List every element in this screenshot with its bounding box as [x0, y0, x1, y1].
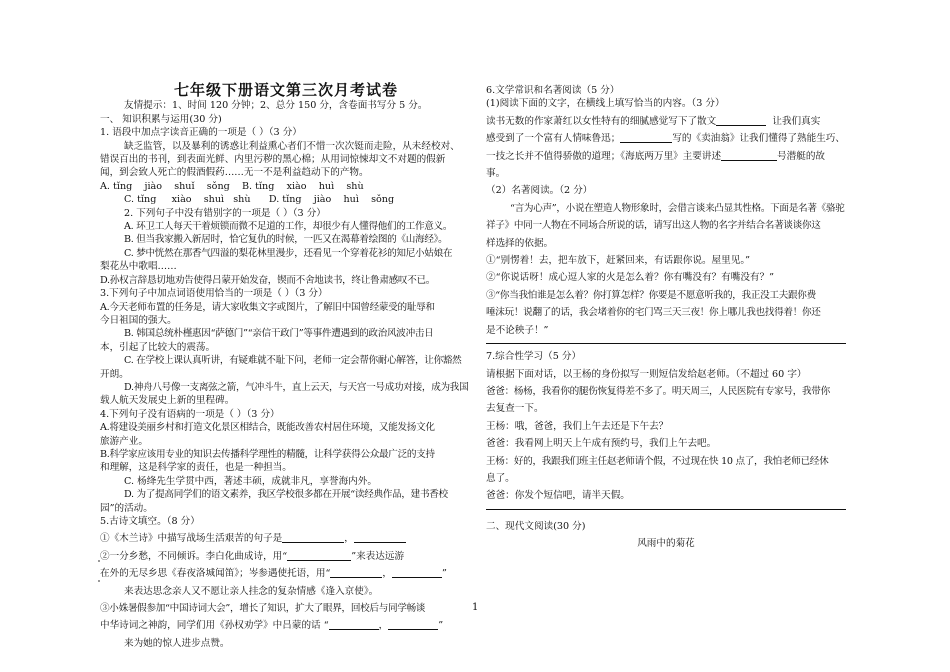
question-stem: 7.综合性学习（5 分） [486, 351, 582, 363]
sub-question: （2）名著阅读。（2 分） [486, 185, 593, 197]
dialogue-line: 爸爸：你发个短信吧，请半天假。 [486, 490, 630, 502]
section-heading: 一、 知识积累与运用(30 分) [100, 113, 222, 125]
poem-fill-line: ③小姝暑假参加“中国诗词大会”，增长了知识，扩大了眼界，回校后与同学畅谈 [100, 603, 426, 615]
question-stem: 4.下列句子没有语病的一项是（ ）（3 分） [100, 408, 280, 420]
left-column [100, 81, 472, 650]
dialogue-line: 爸爸：杨杨，我看你的腿伤恢复得差不多了。明天周三，人民医院有专家号，我带你 [486, 385, 830, 397]
quote-line: 唾沫玩！说翻了的话，我会堵着你的宅门骂三天三夜！你上哪儿我也找得着！你还 [486, 307, 821, 319]
option-b: B. 韩国总统朴槿惠因“萨德门”“亲信干政门”等事件遭遇到的政治风波冲击日 [124, 328, 434, 340]
option-a: A.将建设美丽乡村和打造文化景区相结合，既能改善农村居住环境，又能发扬文化 [100, 422, 435, 434]
question-stem: 2. 下列句子中没有错别字的一项是（ ）（3 分） [124, 207, 326, 219]
passage-line: 闻，到会致人死亡的假酒假药……无一不是利益趋动下的产物。 [100, 167, 369, 179]
question-stem: 5.古诗文填空。（8 分） [100, 516, 200, 527]
answer-blank[interactable] [388, 619, 438, 630]
paragraph-line: 样选择的依据。 [486, 237, 554, 249]
answer-line[interactable] [486, 509, 846, 510]
option-row: A. tǐng jiào shuǐ sǒng B. tǐng xiào huì shù [100, 180, 364, 192]
quote-line: ③“你当我怕谁是怎么着？你打算怎样？你要是不愿意听我的，我正没工夫跟你费 [486, 289, 816, 301]
fill-line: 感受到了一个富有人情味鲁迅； 写的《卖油翁》让我们懂得了熟能生巧、 [486, 133, 845, 145]
poem-fill-line: 在外的无尽乡思《春夜洛城闻笛》；岑参遇使托语，用“ ， ” [100, 568, 447, 580]
answer-blank[interactable] [716, 115, 766, 126]
option-a: A. 环卫工人每天干着烦锁而微不足道的工作，却很少有人懂得他们的工作意义。 [124, 221, 453, 233]
answer-blank[interactable] [329, 619, 379, 630]
dialogue-line: 去复查一下。 [486, 403, 544, 415]
answer-blank[interactable] [287, 550, 351, 561]
quote-line: ②“你说话呀！成心逗人家的火是怎么着？你有嘴没有？有嘴没有？” [486, 272, 775, 284]
option-c-cont: 梨花丛中歌唱…… [100, 261, 177, 273]
tips-text: 友情提示：1、时间 120 分钟；2、总分 150 分，含卷面书写分 5 分。 [124, 100, 428, 112]
sub-question: (1)阅读下面的文字，在横线上填写恰当的内容。（3 分） [486, 98, 725, 110]
poem-fill-line: 中华诗词之神韵，同学们用《孙权劝学》中吕蒙的话 “ ， ” [100, 620, 444, 632]
answer-blank[interactable] [282, 532, 344, 543]
page-number: 1 [472, 602, 479, 613]
paragraph-line: 祥子》中同一人物在不同场合所说的话，请写出这人物的名字并结合名著谈谈你这 [486, 220, 821, 232]
answer-blank[interactable] [620, 132, 672, 143]
option-c: C. 杨绛先生学贯中西，著述丰硕，成就非凡，享誉海内外。 [124, 475, 377, 487]
dialogue-line: 息了。 [486, 472, 515, 484]
fill-line: 读书无数的作家萧红以女性特有的细腻感觉写下了散文 让我们真实 [486, 115, 821, 127]
option-a-cont: 今日祖国的强大。 [100, 314, 177, 326]
reading-title: 风雨中的菊花 [637, 538, 695, 550]
passage-line: 错误百出的书刊，到表面光鲜、内里污秽的黑心棉；从用词惊悚却文不对题的假新 [100, 154, 446, 166]
question-stem: 6.文学常识和名著阅读（5 分） [486, 85, 620, 96]
answer-blank[interactable] [354, 532, 406, 543]
dialogue-line: 爸爸：我看网上明天上午成有预约号，我们上午去吧。 [486, 438, 717, 450]
option-c: C. 梦中恍然在那香气四溢的梨花林里漫步，还看见一个穿着花衫的知尼小姑娘在 [124, 247, 453, 259]
poem-fill-line: 来为她的惊人进步点赞。 [124, 637, 230, 649]
instruction: 请根据下面对话，以王杨的身份拟写一则短信发给赵老师。（不超过 60 字） [486, 368, 807, 380]
paragraph-line: “言为心声”，小说在塑造人物形象时，会借言谈来凸显其性格。下面是名著《骆驼 [510, 202, 845, 214]
right-column [486, 84, 846, 551]
fill-line: 事。 [486, 168, 506, 180]
option-d: D. 为了提高同学们的语文素养，我区学校很多都在开展“读经典作品，建书香校 [124, 489, 448, 501]
answer-blank[interactable] [392, 567, 442, 578]
poem-fill-line: 来表达思念亲人又不愿让亲人挂念的复杂情感《逢入京使》。 [124, 585, 379, 597]
option-c-cont: 开朗。 [100, 368, 129, 380]
dialogue-line: 王杨：哦，爸爸，我们上午去还是下午去？ [486, 420, 669, 432]
passage-line: 缺乏监管，以及暴利的诱惑让利益熏心者们不惜一次次铤而走险，从未经校对、 [124, 140, 460, 152]
quote-line: 是不论秧子！” [486, 324, 549, 336]
answer-blank[interactable] [330, 567, 382, 578]
option-b-cont: 和理解，这是科学家的责任，也是一种担当。 [100, 462, 292, 474]
option-d-cont: 园”的活动。 [100, 502, 153, 514]
margin-mark [98, 580, 100, 582]
option-c: C. 在学校上课认真听讲，有疑难就不耻下问，老师一定会帮你耐心解答，让你豁然 [124, 355, 462, 367]
margin-mark [98, 560, 100, 562]
option-b-cont: 本，引起了比较大的震荡。 [100, 341, 216, 353]
fill-line: 一技之长并不值得骄傲的道理；《海底两万里》主要讲述 号潜艇的故 [486, 150, 826, 162]
option-a: A.今天老师布置的任务是，请大家收集文字或图片，了解旧中国曾经蒙受的耻辱和 [100, 301, 435, 313]
option-row: C. tǐng xiào shuì shù D. tǐng jiào huì sǒng [124, 194, 395, 206]
option-a-cont: 旅游产业。 [100, 435, 148, 447]
option-d: D.孙权言辞恳切地劝告使得吕蒙开始发奋，锲而不舍地读书，终让鲁肃感叹不已。 [100, 274, 436, 286]
answer-blank[interactable] [721, 150, 777, 161]
option-b: B.科学家应该用专业的知识去传播科学理性的精髓，让科学获得公众最广泛的支持 [100, 448, 435, 460]
option-d: D.神舟八号像一支离弦之箭，气冲斗牛，直上云天，与天宫一号成功对接，成为我国 [124, 381, 469, 393]
section-heading: 二、现代文阅读(30 分) [486, 520, 586, 532]
question-stem: 3.下列句子中加点词语使用恰当的一项是（ ）（3 分） [100, 288, 328, 300]
poem-fill-line: ②一分乡愁，不同倾诉。李白化曲成诗，用“ ”来表达远游 [100, 550, 405, 562]
quote-line: ①“别愣着！去，把车放下，赶紧回来，有话跟你说。屋里见。” [486, 255, 751, 267]
dialogue-line: 王杨：好的，我跟我们班主任赵老师请个假，不过现在快 10 点了，我怕老师已经休 [486, 455, 829, 467]
option-d-cont: 载人航天发展史上新的里程碑。 [100, 395, 235, 407]
poem-fill-line: ①《木兰诗》中描写战场生活艰苦的句子是 ， [100, 532, 472, 545]
exam-title: 七年级下册语文第三次月考试卷 [173, 81, 398, 99]
answer-line[interactable] [486, 343, 846, 344]
question-stem: 1. 语段中加点字读音正确的一项是（ ）（3 分） [100, 127, 302, 139]
option-b: B. 但当我家搬入新居时，恰它复仇的时候，一匹又在渴幕着绘图的《山海经》。 [124, 234, 448, 246]
